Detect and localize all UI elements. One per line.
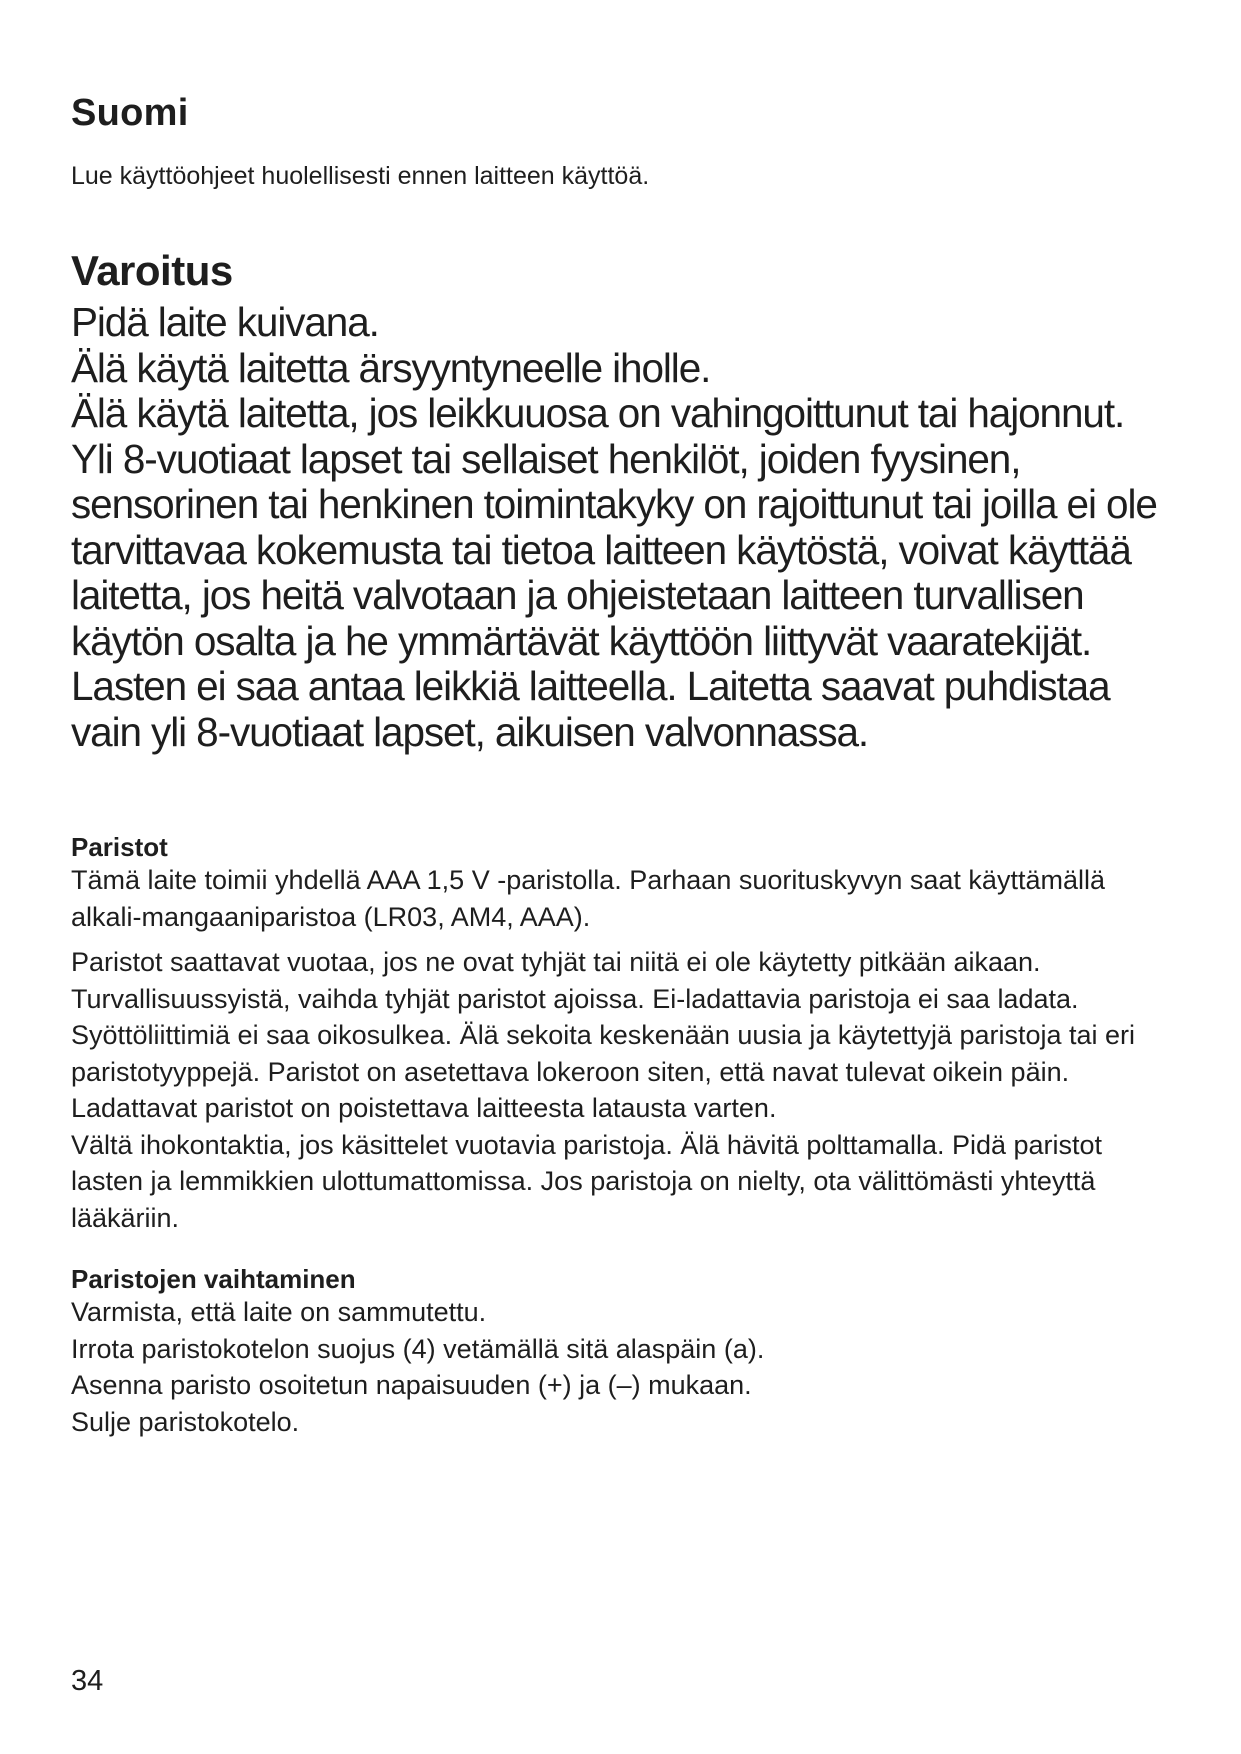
batteries-paragraph-2 xyxy=(71,944,1181,1236)
batteries-paragraph-1 xyxy=(71,862,1181,935)
battery-replacement-heading: Paristojen vaihtaminen xyxy=(71,1264,356,1294)
page-number: 34 xyxy=(71,1665,104,1697)
warning-line: Älä käytä laitetta, jos leikkuuosa on vahingoittunut tai hajonnut. xyxy=(71,390,1125,436)
warning-line: Älä käytä laitetta ärsyyntyneelle iholle. xyxy=(71,344,711,391)
batteries-text: Tämä laite toimii yhdellä AAA 1,5 V -paristolla. Parhaan suorituskyvyn saat käyttämällä alkali-mangaaniparistoa (LR03, AM4, AAA). xyxy=(71,865,1105,932)
intro-text: Lue käyttöohjeet huolellisesti ennen laitteen käyttöä. xyxy=(71,162,650,190)
replacement-step: Asenna paristo osoitetun napaisuuden (+) ja (–) mukaan. xyxy=(71,1370,752,1400)
replacement-step: Sulje paristokotelo. xyxy=(71,1406,300,1437)
warning-heading: Varoitus xyxy=(71,247,233,294)
replacement-step: Varmista, että laite on sammutettu. xyxy=(71,1297,487,1327)
batteries-text: Ladattavat paristot on poistettava laitteesta latausta varten. xyxy=(71,1093,777,1123)
replacement-step: Irrota paristokotelon suojus (4) vetämällä sitä alaspäin (a). xyxy=(71,1333,765,1364)
batteries-text: Vältä ihokontaktia, jos käsittelet vuotavia paristoja. Älä hävitä polttamalla. Pidä paristot lasten ja lemmikkien ulottumattomissa. Jos paristoja on nielty, ota välittömästi yhteyttä lääkäriin. xyxy=(71,1129,1103,1233)
warning-line: Yli 8-vuotiaat lapset tai sellaiset henkilöt, joiden fyysinen, sensorinen tai henkinen toimintakyky on rajoittunut tai joilla ei ole tarvittavaa kokemusta tai tietoa laitteen käytöstä, voivat käyttää laitetta, jos heitä valvotaan ja ohjeistetaan laitteen turvallisen käytön osalta ja he ymmärtävät käyttöön liittyvät vaaratekijät. Lasten ei saa antaa leikkiä laitteella. Laitetta saavat puhdistaa vain yli 8-vuotiaat lapset, aikuisen valvonnassa. xyxy=(71,435,1157,755)
batteries-text: Paristot saattavat vuotaa, jos ne ovat tyhjät tai niitä ei ole käytetty pitkään aikaan. Turvallisuussyistä, vaihda tyhjät paristot ajoissa. Ei-ladattavia paristoja ei saa ladata. Syöttöliittimiä ei saa oikosulkea. Älä sekoita keskenään uusia ja käytettyjä paristoja tai eri paristotyyppejä. Paristot on asetettava lokeroon siten, että navat tulevat oikein päin. xyxy=(71,947,1136,1087)
warning-section xyxy=(71,300,1181,755)
batteries-heading: Paristot xyxy=(71,832,168,862)
warning-line: Pidä laite kuivana. xyxy=(71,299,379,345)
battery-replacement-steps xyxy=(71,1294,1181,1440)
language-heading: Suomi xyxy=(71,92,189,134)
